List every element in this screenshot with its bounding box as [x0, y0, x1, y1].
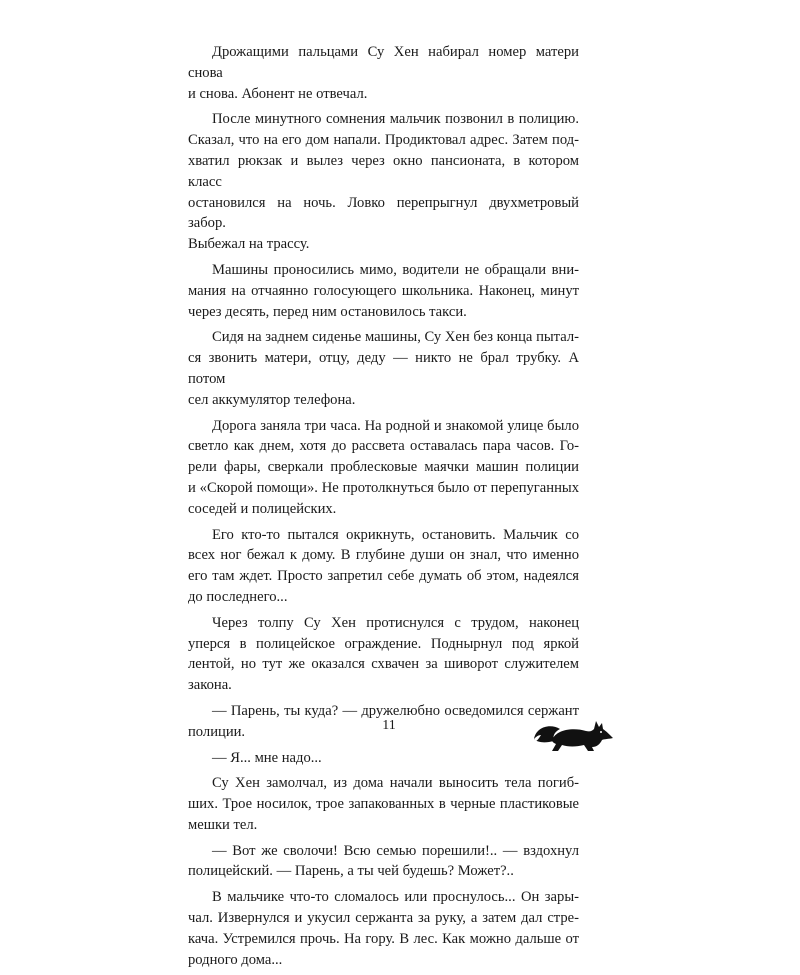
text-line: лентой, но тут же оказался схвачен за шиворот служителем: [188, 656, 579, 673]
text-line: Сидя на заднем сиденье машины, Су Хен без конца пытал-: [212, 329, 579, 346]
text-line: светло как днем, хотя до рассвета оставалась пара часов. Го-: [188, 438, 579, 455]
text-line: до последнего...: [188, 588, 288, 605]
fox-silhouette-icon: [532, 713, 614, 753]
text-line: и снова. Абонент не отвечал.: [188, 85, 368, 102]
paragraph: [188, 109, 579, 255]
text-line: и «Скорой помощи». Не протолкнуться было от перепуганных: [188, 479, 579, 496]
text-line: чал. Извернулся и укусил сержанта за руку, а затем дал стре-: [188, 910, 579, 927]
text-line: Дрожащими пальцами Су Хен набирал номер матери снова: [188, 44, 579, 81]
paragraph: [188, 613, 579, 696]
text-line: уперся в полицейское ограждение. Поднырнул под яркой: [188, 635, 579, 652]
paragraph: [188, 525, 579, 608]
text-line: полиции.: [188, 723, 246, 740]
text-line: сел аккумулятор телефона.: [188, 391, 356, 408]
text-line: полицейский. — Парень, а ты чей будешь? Может?..: [188, 863, 514, 880]
text-line: через десять, перед ним остановилось такси.: [188, 303, 467, 320]
text-line: Су Хен замолчал, из дома начали выносить тела погиб-: [212, 775, 579, 792]
text-line: всех ног бежал к дому. В глубине души он знал, что именно: [188, 547, 579, 564]
text-line: родного дома...: [188, 951, 283, 968]
text-line: В мальчике что-то сломалось или проснулось... Он зары-: [212, 889, 579, 906]
page-text: [188, 42, 579, 975]
text-line: — Парень, ты куда? — дружелюбно осведомился сержант: [212, 702, 579, 719]
text-line: мешки тел.: [188, 816, 258, 833]
paragraph: [188, 327, 579, 410]
text-line: мания на отчаянно голосующего школьника. Наконец, минут: [188, 282, 579, 299]
text-line: Сказал, что на его дом напали. Продиктовал адрес. Затем под-: [188, 132, 579, 149]
text-line: ших. Трое носилок, трое запакованных в черные пластиковые: [188, 796, 579, 813]
text-line: — Я... мне надо...: [212, 749, 322, 766]
text-line: закона.: [188, 677, 232, 694]
paragraph: [188, 887, 579, 970]
paragraph: [188, 841, 579, 883]
text-line: — Вот же сволочи! Всю семью порешили!.. — вздохнул: [212, 842, 579, 859]
text-line: ся звонить матери, отцу, деду — никто не брал трубку. А потом: [188, 350, 579, 387]
text-line: рели фары, сверкали проблесковые маячки машин полиции: [188, 459, 579, 476]
paragraph: [188, 773, 579, 835]
text-line: хватил рюкзак и вылез через окно пансионата, в котором класс: [188, 152, 579, 190]
text-line: его там ждет. Просто запретил себе думать об этом, надеялся: [188, 568, 579, 585]
text-line: Дорога заняла три часа. На родной и знакомой улице было: [212, 417, 579, 434]
text-line: Машины проносились мимо, водители не обращали вни-: [212, 261, 579, 278]
paragraph: [188, 260, 579, 322]
text-line: остановился на ночь. Ловко перепрыгнул двухметровый забор.: [188, 194, 579, 232]
text-line: После минутного сомнения мальчик позвонил в полицию.: [212, 111, 579, 128]
paragraph: [188, 42, 579, 104]
text-line: Через толпу Су Хен протиснулся с трудом, наконец: [212, 614, 579, 631]
paragraph: [188, 416, 579, 520]
text-line: Выбежал на трассу.: [188, 236, 310, 253]
paragraph: [188, 748, 579, 769]
text-line: кача. Устремился прочь. На гору. В лес. Как можно дальше от: [188, 930, 579, 947]
text-line: соседей и полицейских.: [188, 500, 337, 517]
page-number: 11: [382, 718, 396, 733]
text-line: Его кто-то пытался окрикнуть, остановить. Мальчик со: [212, 526, 579, 543]
